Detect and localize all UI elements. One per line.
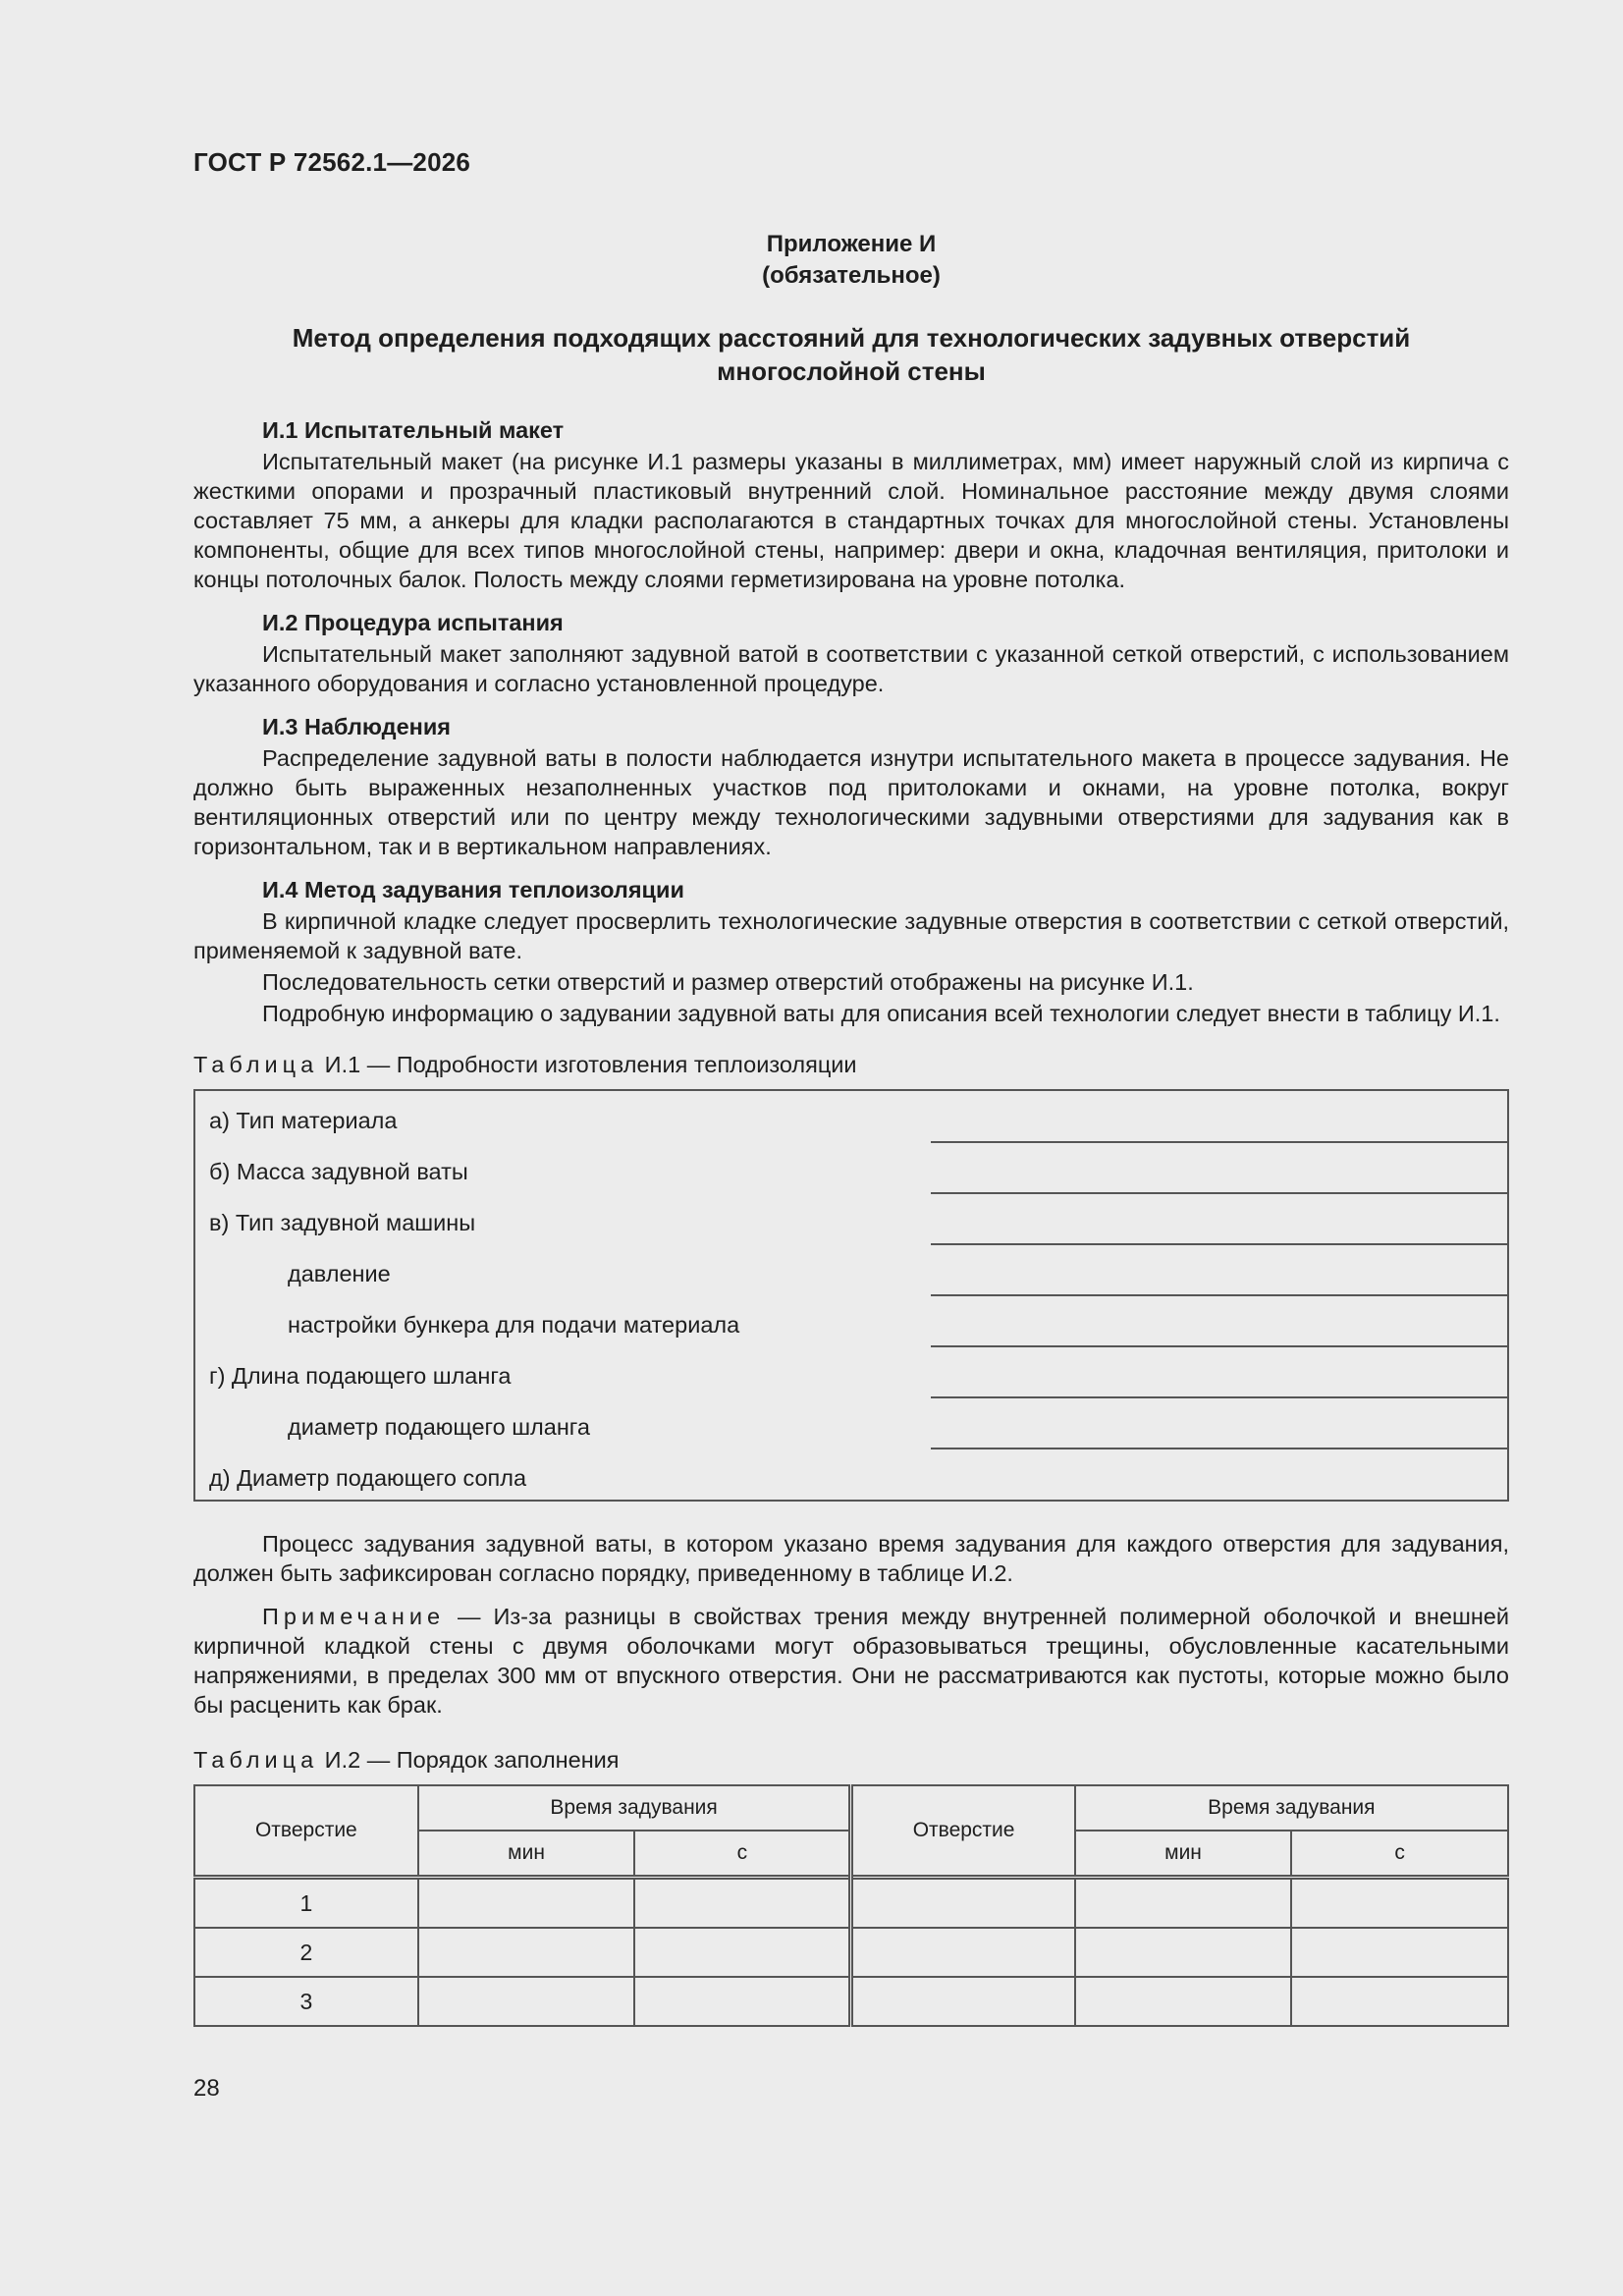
note-paragraph [193,1602,1509,1720]
after-table-1-paragraph: Процесс задувания задувной ваты, в котором указано время задувания для каждого отверстия для задувания, должен быть зафиксирован согласно порядку, приведенному в таблице И.2. [193,1531,1509,1586]
section-4-paragraph-2: Последовательность сетки отверстий и размер отверстий отображены на рисунке И.1. [262,969,1194,995]
table-1-label-pressure: давление [288,1261,391,1286]
main-title-line-2: многослойной стены [717,356,986,386]
main-title [193,321,1509,388]
table-1-fill-line [931,1397,1508,1449]
empty-cell [418,1928,635,1977]
empty-cell [418,1878,635,1929]
annex-title: Приложение И [766,231,937,257]
table-1-caption-word: Таблица [193,1052,319,1077]
insulation-details-table [193,1089,1509,1502]
section-4-paragraph-1: В кирпичной кладке следует просверлить технологические задувные отверстия в соответствии с сеткой отверстий, применяемой к задувной вате. [193,908,1509,963]
empty-cell [1291,1878,1508,1929]
table-row [194,1977,1508,2026]
empty-cell [418,1977,635,2026]
header-sec-left: с [634,1831,851,1878]
table-row [194,1928,1508,1977]
table-1-label-hose-diameter: диаметр подающего шланга [288,1414,590,1440]
table-1-fill-line [931,1295,1508,1346]
empty-cell [1075,1977,1292,2026]
empty-cell [634,1928,851,1977]
main-title-line-1: Метод определения подходящих расстояний для технологических задувных отверстий [292,323,1411,353]
section-heading-2: И.2 Процедура испытания [262,610,564,635]
table-1-fill-line [931,1244,1508,1295]
section-4-paragraph-3: Подробную информацию о задувании задувной ваты для описания всей технологии следует внести в таблицу И.1. [262,1001,1500,1026]
hole-number: 2 [194,1928,418,1977]
empty-cell [1075,1878,1292,1929]
table-2-caption-word: Таблица [193,1747,319,1773]
table-1-fill-line [931,1090,1508,1142]
table-row [194,1346,1508,1397]
hole-number: 3 [194,1977,418,2026]
table-row [194,1244,1508,1295]
table-row [194,1878,1508,1929]
table-row [194,1090,1508,1142]
header-hole-right: Отверстие [851,1785,1075,1878]
empty-cell [634,1878,851,1929]
table-1-label-hopper: настройки бункера для подачи материала [288,1312,740,1338]
section-heading-4: И.4 Метод задувания теплоизоляции [262,877,684,902]
table-1-label-hose-length: г) Длина подающего шланга [209,1363,512,1389]
filling-order-table [193,1784,1509,2027]
table-row [194,1295,1508,1346]
header-sec-right: с [1291,1831,1508,1878]
empty-cell [634,1977,851,2026]
table-row [194,1142,1508,1193]
table-1-caption-text: И.1 — Подробности изготовления теплоизоляции [318,1052,857,1077]
page-content [193,147,1509,2027]
table-header-row [194,1785,1508,1831]
table-1-fill-line [931,1346,1508,1397]
empty-cell [851,1977,1075,2026]
header-time-right: Время задувания [1075,1785,1508,1831]
table-1-fill-line [931,1193,1508,1244]
table-row [194,1449,1508,1501]
note-word: Примечание [262,1604,446,1629]
table-1-label-mass: б) Масса задувной ваты [209,1159,468,1184]
table-row [194,1193,1508,1244]
section-1-paragraph: Испытательный макет (на рисунке И.1 размеры указаны в миллиметрах, мм) имеет наружный слой из кирпича с жесткими опорами и прозрачный пластиковый внутренний слой. Номинальное расстояние между двумя слоями составляет 75 мм, а анкеры для кладки располагаются в стандартных точках для многослойной стены. Установлены компоненты, общие для всех типов многослойной стены, например: двери и окна, кладочная вентиляция, притолоки и концы потолочных балок. Полость между слоями герметизирована на уровне потолка. [193,449,1509,592]
table-1-fill-line [931,1449,1508,1501]
note-text: — Из-за разницы в свойствах трения между внутренней полимерной оболочкой и внешней кирпичной кладкой стены с двумя оболочками могут образовываться трещины, обусловленные касательными напряжениями, в пределах 300 мм от впускного отверстия. Они не рассматриваются как пустоты, которые можно было бы расценить как брак. [193,1604,1509,1718]
table-1-label-material: а) Тип материала [209,1108,398,1133]
table-2-caption-text: И.2 — Порядок заполнения [318,1747,620,1773]
section-3-paragraph: Распределение задувной ваты в полости наблюдается изнутри испытательного макета в процессе задувания. Не должно быть выраженных незаполненных участков под притолоками и окнами, на уровне потолка, вокруг вентиляционных отверстий или по центру между технологическими задувными отверстиями для задувания как в горизонтальном, так и в вертикальном направлениях. [193,745,1509,859]
table-row [194,1397,1508,1449]
empty-cell [1291,1977,1508,2026]
header-hole-left: Отверстие [194,1785,418,1878]
document-id: ГОСТ Р 72562.1—2026 [193,147,471,177]
hole-number: 1 [194,1878,418,1929]
section-2-paragraph: Испытательный макет заполняют задувной ватой в соответствии с указанной сеткой отверстий, с использованием указанного оборудования и согласно установленной процедуре. [193,641,1509,696]
header-min-right: мин [1075,1831,1292,1878]
table-1-label-nozzle-diameter: д) Диаметр подающего сопла [209,1465,527,1491]
page-number: 28 [193,2075,220,2102]
empty-cell [851,1878,1075,1929]
header-time-left: Время задувания [418,1785,851,1831]
table-2-caption [193,1745,1509,1775]
section-heading-1: И.1 Испытательный макет [262,417,565,443]
empty-cell [1075,1928,1292,1977]
section-heading-3: И.3 Наблюдения [262,714,452,739]
empty-cell [1291,1928,1508,1977]
table-1-label-machine: в) Тип задувной машины [209,1210,476,1235]
header-min-left: мин [418,1831,635,1878]
table-1-fill-line [931,1142,1508,1193]
annex-status: (обязательное) [762,262,941,289]
table-1-caption [193,1050,1509,1079]
empty-cell [851,1928,1075,1977]
